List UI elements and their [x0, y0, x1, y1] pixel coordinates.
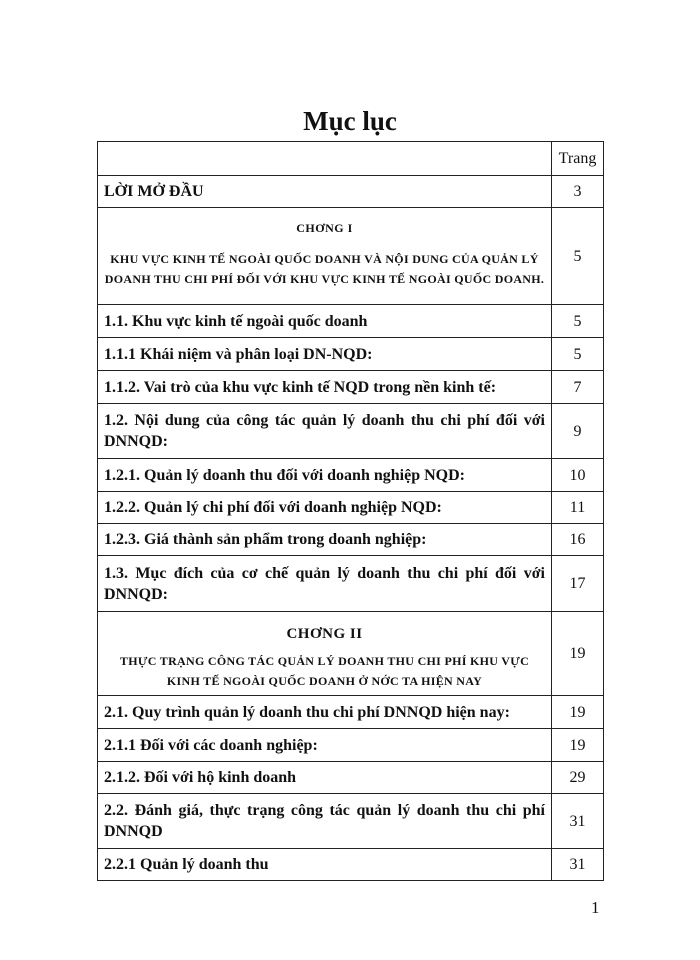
chapter-description: THỰC TRẠNG CÔNG TÁC QUẢN LÝ DOANH THU CHI PHÍ KHU VỰC KINH TẾ NGOÀI QUỐC DOANH Ở NỚC TA HIỆN NAY	[119, 654, 530, 688]
page-title: Mục lục	[303, 106, 397, 136]
toc-table	[97, 141, 604, 881]
toc-row	[98, 556, 604, 612]
toc-page: 19	[552, 612, 604, 696]
toc-entry: 1.1. Khu vực kinh tế ngoài quốc doanh	[98, 305, 552, 338]
toc-page: 31	[552, 794, 604, 849]
toc-entry: 2.1.2. Đối với hộ kinh doanh	[98, 762, 552, 794]
toc-chapter-row	[98, 208, 604, 305]
toc-entry: 1.2. Nội dung của công tác quản lý doanh thu chi phí đối với DNNQD:	[98, 404, 552, 459]
toc-page: 10	[552, 459, 604, 492]
toc-row	[98, 459, 604, 492]
toc-header-blank	[98, 142, 552, 176]
toc-row	[98, 729, 604, 762]
toc-entry: 1.2.3. Giá thành sản phẩm trong doanh nghiệp:	[98, 524, 552, 556]
toc-row	[98, 696, 604, 729]
chapter-cell	[98, 208, 552, 305]
toc-entry: LỜI MỞ ĐẦU	[98, 176, 552, 208]
toc-page: 16	[552, 524, 604, 556]
toc-page: 9	[552, 404, 604, 459]
page-column-header: Trang	[552, 142, 604, 176]
toc-page: 5	[552, 338, 604, 371]
toc-page: 11	[552, 492, 604, 524]
chapter-label: CHƠNG I	[296, 221, 353, 235]
toc-row	[98, 338, 604, 371]
toc-page: 29	[552, 762, 604, 794]
toc-page: 31	[552, 849, 604, 881]
chapter-label: CHƠNG II	[286, 626, 363, 642]
toc-page: 17	[552, 556, 604, 612]
toc-row	[98, 794, 604, 849]
toc-entry: 2.2. Đánh giá, thực trạng công tác quản lý doanh thu chi phí DNNQD	[98, 794, 552, 849]
toc-row	[98, 849, 604, 881]
chapter-description: KHU VỰC KINH TẾ NGOÀI QUỐC DOANH VÀ NỘI DUNG CỦA QUẢN LÝ DOANH THU CHI PHÍ ĐỐI VỚI KHU VỰC KINH TẾ NGOÀI QUỐC DOANH.	[104, 252, 545, 286]
toc-page: 19	[552, 696, 604, 729]
toc-entry: 2.1.1 Đối với các doanh nghiệp:	[98, 729, 552, 762]
toc-row	[98, 762, 604, 794]
toc-entry: 1.1.2. Vai trò của khu vực kinh tế NQD trong nền kinh tế:	[98, 371, 552, 404]
toc-row	[98, 371, 604, 404]
toc-row	[98, 305, 604, 338]
toc-row	[98, 492, 604, 524]
toc-row	[98, 404, 604, 459]
toc-entry: 2.2.1 Quản lý doanh thu	[98, 849, 552, 881]
toc-page: 3	[552, 176, 604, 208]
toc-chapter-row	[98, 612, 604, 696]
toc-entry: 1.2.2. Quản lý chi phí đối với doanh nghiệp NQD:	[98, 492, 552, 524]
toc-entry: 1.3. Mục đích của cơ chế quản lý doanh thu chi phí đối với DNNQD:	[98, 556, 552, 612]
toc-entry: 2.1. Quy trình quản lý doanh thu chi phí DNNQD hiện nay:	[98, 696, 552, 729]
toc-page: 5	[552, 208, 604, 305]
chapter-cell	[98, 612, 552, 696]
toc-header-row	[98, 142, 604, 176]
toc-row	[98, 176, 604, 208]
page-number: 1	[591, 898, 600, 917]
toc-page: 7	[552, 371, 604, 404]
toc-page: 5	[552, 305, 604, 338]
toc-page: 19	[552, 729, 604, 762]
toc-row	[98, 524, 604, 556]
toc-entry: 1.2.1. Quản lý doanh thu đối với doanh nghiệp NQD:	[98, 459, 552, 492]
toc-entry: 1.1.1 Khái niệm và phân loại DN-NQD:	[98, 338, 552, 371]
